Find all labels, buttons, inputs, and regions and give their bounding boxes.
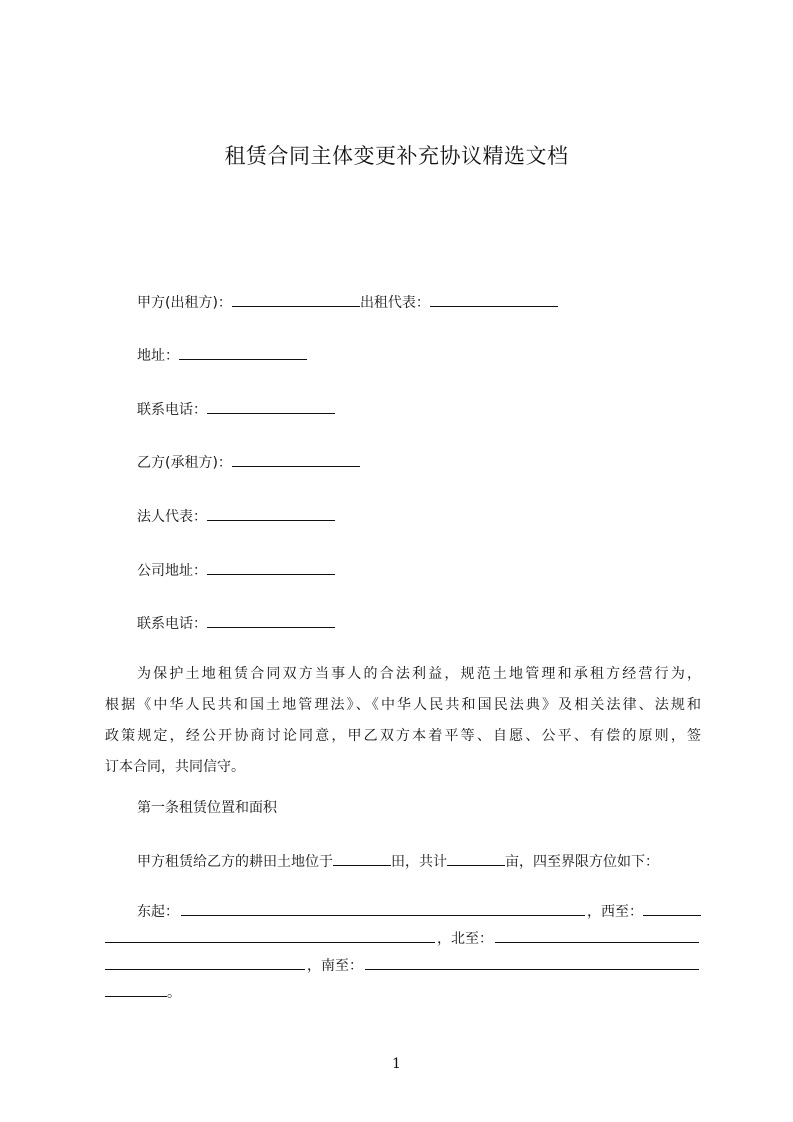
address-line xyxy=(137,346,307,365)
company-address-line xyxy=(137,561,335,580)
article-1-heading: 第一条租赁位置和面积 xyxy=(137,800,277,816)
preamble-line: 订本合同，共同信守。 xyxy=(105,759,245,775)
boundary-row xyxy=(105,899,701,926)
location-line xyxy=(137,852,659,871)
south-blank-end[interactable] xyxy=(105,983,167,997)
phone2-line xyxy=(137,614,335,633)
page-number: 1 xyxy=(392,1056,401,1072)
boundary-row xyxy=(105,980,701,1007)
company-address-blank[interactable] xyxy=(207,561,335,575)
phone1-line xyxy=(137,400,335,419)
east-label: 东起： xyxy=(137,904,179,920)
north-blank[interactable] xyxy=(495,929,699,943)
preamble-line: 根据《中华人民共和国土地管理法》、《中华人民共和国民法典》及相关法律、法规和 xyxy=(105,697,701,713)
document-title: 租赁合同主体变更补充协议精选文档 xyxy=(224,144,569,168)
party-a-line xyxy=(137,293,558,312)
west-label: ，西至： xyxy=(587,904,643,920)
preamble-paragraph xyxy=(105,659,701,783)
west-blank-end[interactable] xyxy=(105,929,435,943)
party-a-blank[interactable] xyxy=(232,293,360,307)
south-label: ，南至： xyxy=(307,958,363,974)
phone2-blank[interactable] xyxy=(207,614,335,628)
end-mark: 。 xyxy=(167,985,181,1001)
location-text-2: 田，共计 xyxy=(391,854,447,870)
party-a-label: 甲方(出租方)： xyxy=(137,295,232,311)
company-address-label: 公司地址： xyxy=(137,563,207,579)
east-blank[interactable] xyxy=(181,902,585,916)
address-label: 地址： xyxy=(137,348,179,364)
acreage-blank[interactable] xyxy=(447,852,505,866)
party-b-label: 乙方(承租方)： xyxy=(137,455,232,471)
location-text-3: 亩，四至界限方位如下： xyxy=(505,854,659,870)
field-name-blank[interactable] xyxy=(333,852,391,866)
party-a-rep-label: 出租代表： xyxy=(359,295,430,311)
legal-rep-label: 法人代表： xyxy=(137,509,207,525)
preamble-line: 政策规定，经公开协商讨论同意，甲乙双方本着平等、自愿、公平、有偿的原则，签 xyxy=(105,728,701,744)
legal-rep-line xyxy=(137,507,335,526)
party-b-line xyxy=(137,453,360,472)
boundary-row xyxy=(105,953,701,980)
party-a-rep-blank[interactable] xyxy=(430,293,558,307)
boundaries-paragraph xyxy=(105,899,701,1007)
phone2-label: 联系电话： xyxy=(137,616,207,632)
phone1-blank[interactable] xyxy=(207,400,335,414)
west-blank-start[interactable] xyxy=(643,902,701,916)
phone1-label: 联系电话： xyxy=(137,402,207,418)
south-blank[interactable] xyxy=(365,956,699,970)
party-b-blank[interactable] xyxy=(232,453,360,467)
north-label: ，北至： xyxy=(437,931,493,947)
legal-rep-blank[interactable] xyxy=(207,507,335,521)
north-blank-end[interactable] xyxy=(105,956,305,970)
location-text-1: 甲方租赁给乙方的耕田土地位于 xyxy=(137,854,333,870)
preamble-line: 为保护土地租赁合同双方当事人的合法利益，规范土地管理和承租方经营行为， xyxy=(137,666,701,682)
boundary-row xyxy=(105,926,701,953)
address-blank[interactable] xyxy=(179,346,307,360)
